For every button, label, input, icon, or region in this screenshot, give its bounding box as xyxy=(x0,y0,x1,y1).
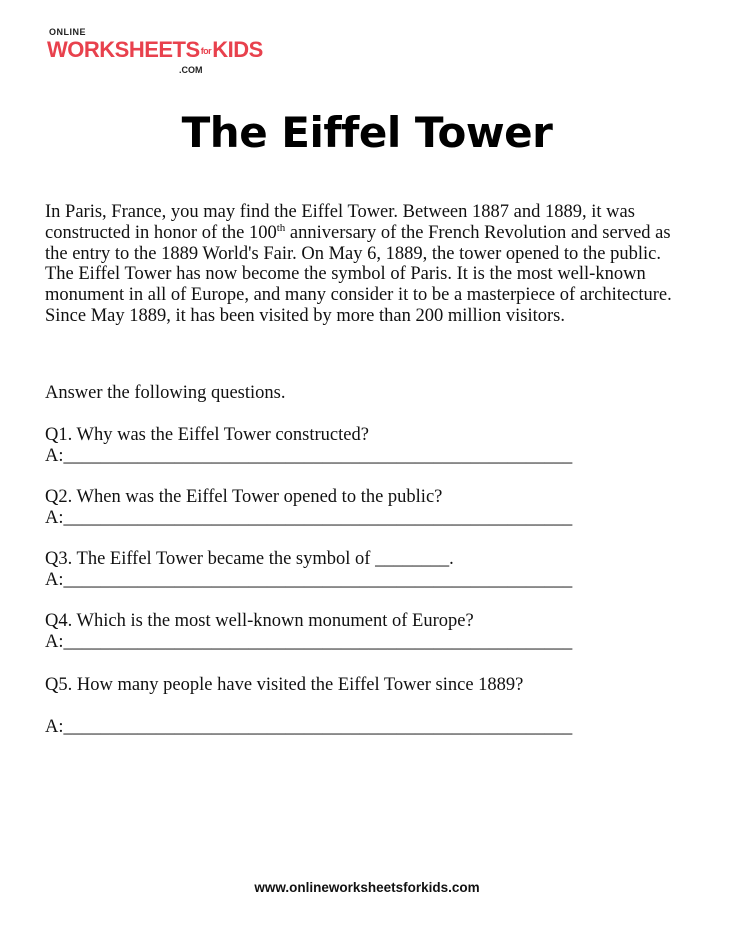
logo-dotcom-text: .COM xyxy=(179,65,203,75)
answer-line[interactable]: A:_______________________________________________________ xyxy=(45,717,573,737)
logo-online-text: ONLINE xyxy=(49,27,87,37)
passage-text-part2: anniversary of the French Revolution and served as the entry to the 1889 World's Fair. On May 6, 1889, the tower opened to the public. The Eiffel Tower has now become the symbol of Paris. It is the most well-known monument in all of Europe, and many consider it to be a masterpiece of architecture. Since May 1889, it has been visited by more than 200 million visitors. xyxy=(45,222,672,326)
question-block-2 xyxy=(45,487,645,529)
answer-line[interactable]: A:_______________________________________________________ xyxy=(45,508,573,528)
question-block-1 xyxy=(45,425,645,467)
logo-kids-text: KIDS xyxy=(212,37,263,62)
question-text: Q3. The Eiffel Tower became the symbol of ________. xyxy=(45,549,454,569)
instructions: Answer the following questions. xyxy=(45,383,286,403)
reading-passage xyxy=(45,202,685,327)
logo-for-text: for xyxy=(200,46,212,57)
answer-line[interactable]: A:_______________________________________________________ xyxy=(45,446,573,466)
logo-wordmark xyxy=(47,37,263,63)
passage-text-part1: In Paris, France, you may find the Eiffel Tower. Between 1887 and 1889, it was constructed in honor of the 100 xyxy=(45,202,635,243)
passage-superscript: th xyxy=(276,221,286,234)
answer-line[interactable]: A:_______________________________________________________ xyxy=(45,632,573,652)
footer-url[interactable]: www.onlineworksheetsforkids.com xyxy=(254,880,480,895)
question-block-4 xyxy=(45,611,645,653)
answer-line[interactable]: A:_______________________________________________________ xyxy=(45,570,573,590)
question-text: Q2. When was the Eiffel Tower opened to the public? xyxy=(45,487,443,507)
page-title: The Eiffel Tower xyxy=(181,108,553,157)
site-logo xyxy=(47,27,263,79)
logo-worksheets-text: WORKSHEETS xyxy=(47,37,200,62)
spacer xyxy=(45,696,645,717)
question-text: Q4. Which is the most well-known monument of Europe? xyxy=(45,611,474,631)
question-text: Q5. How many people have visited the Eiffel Tower since 1889? xyxy=(45,675,524,695)
question-text: Q1. Why was the Eiffel Tower constructed? xyxy=(45,425,369,445)
question-block-3 xyxy=(45,549,645,591)
question-block-5 xyxy=(45,675,645,738)
